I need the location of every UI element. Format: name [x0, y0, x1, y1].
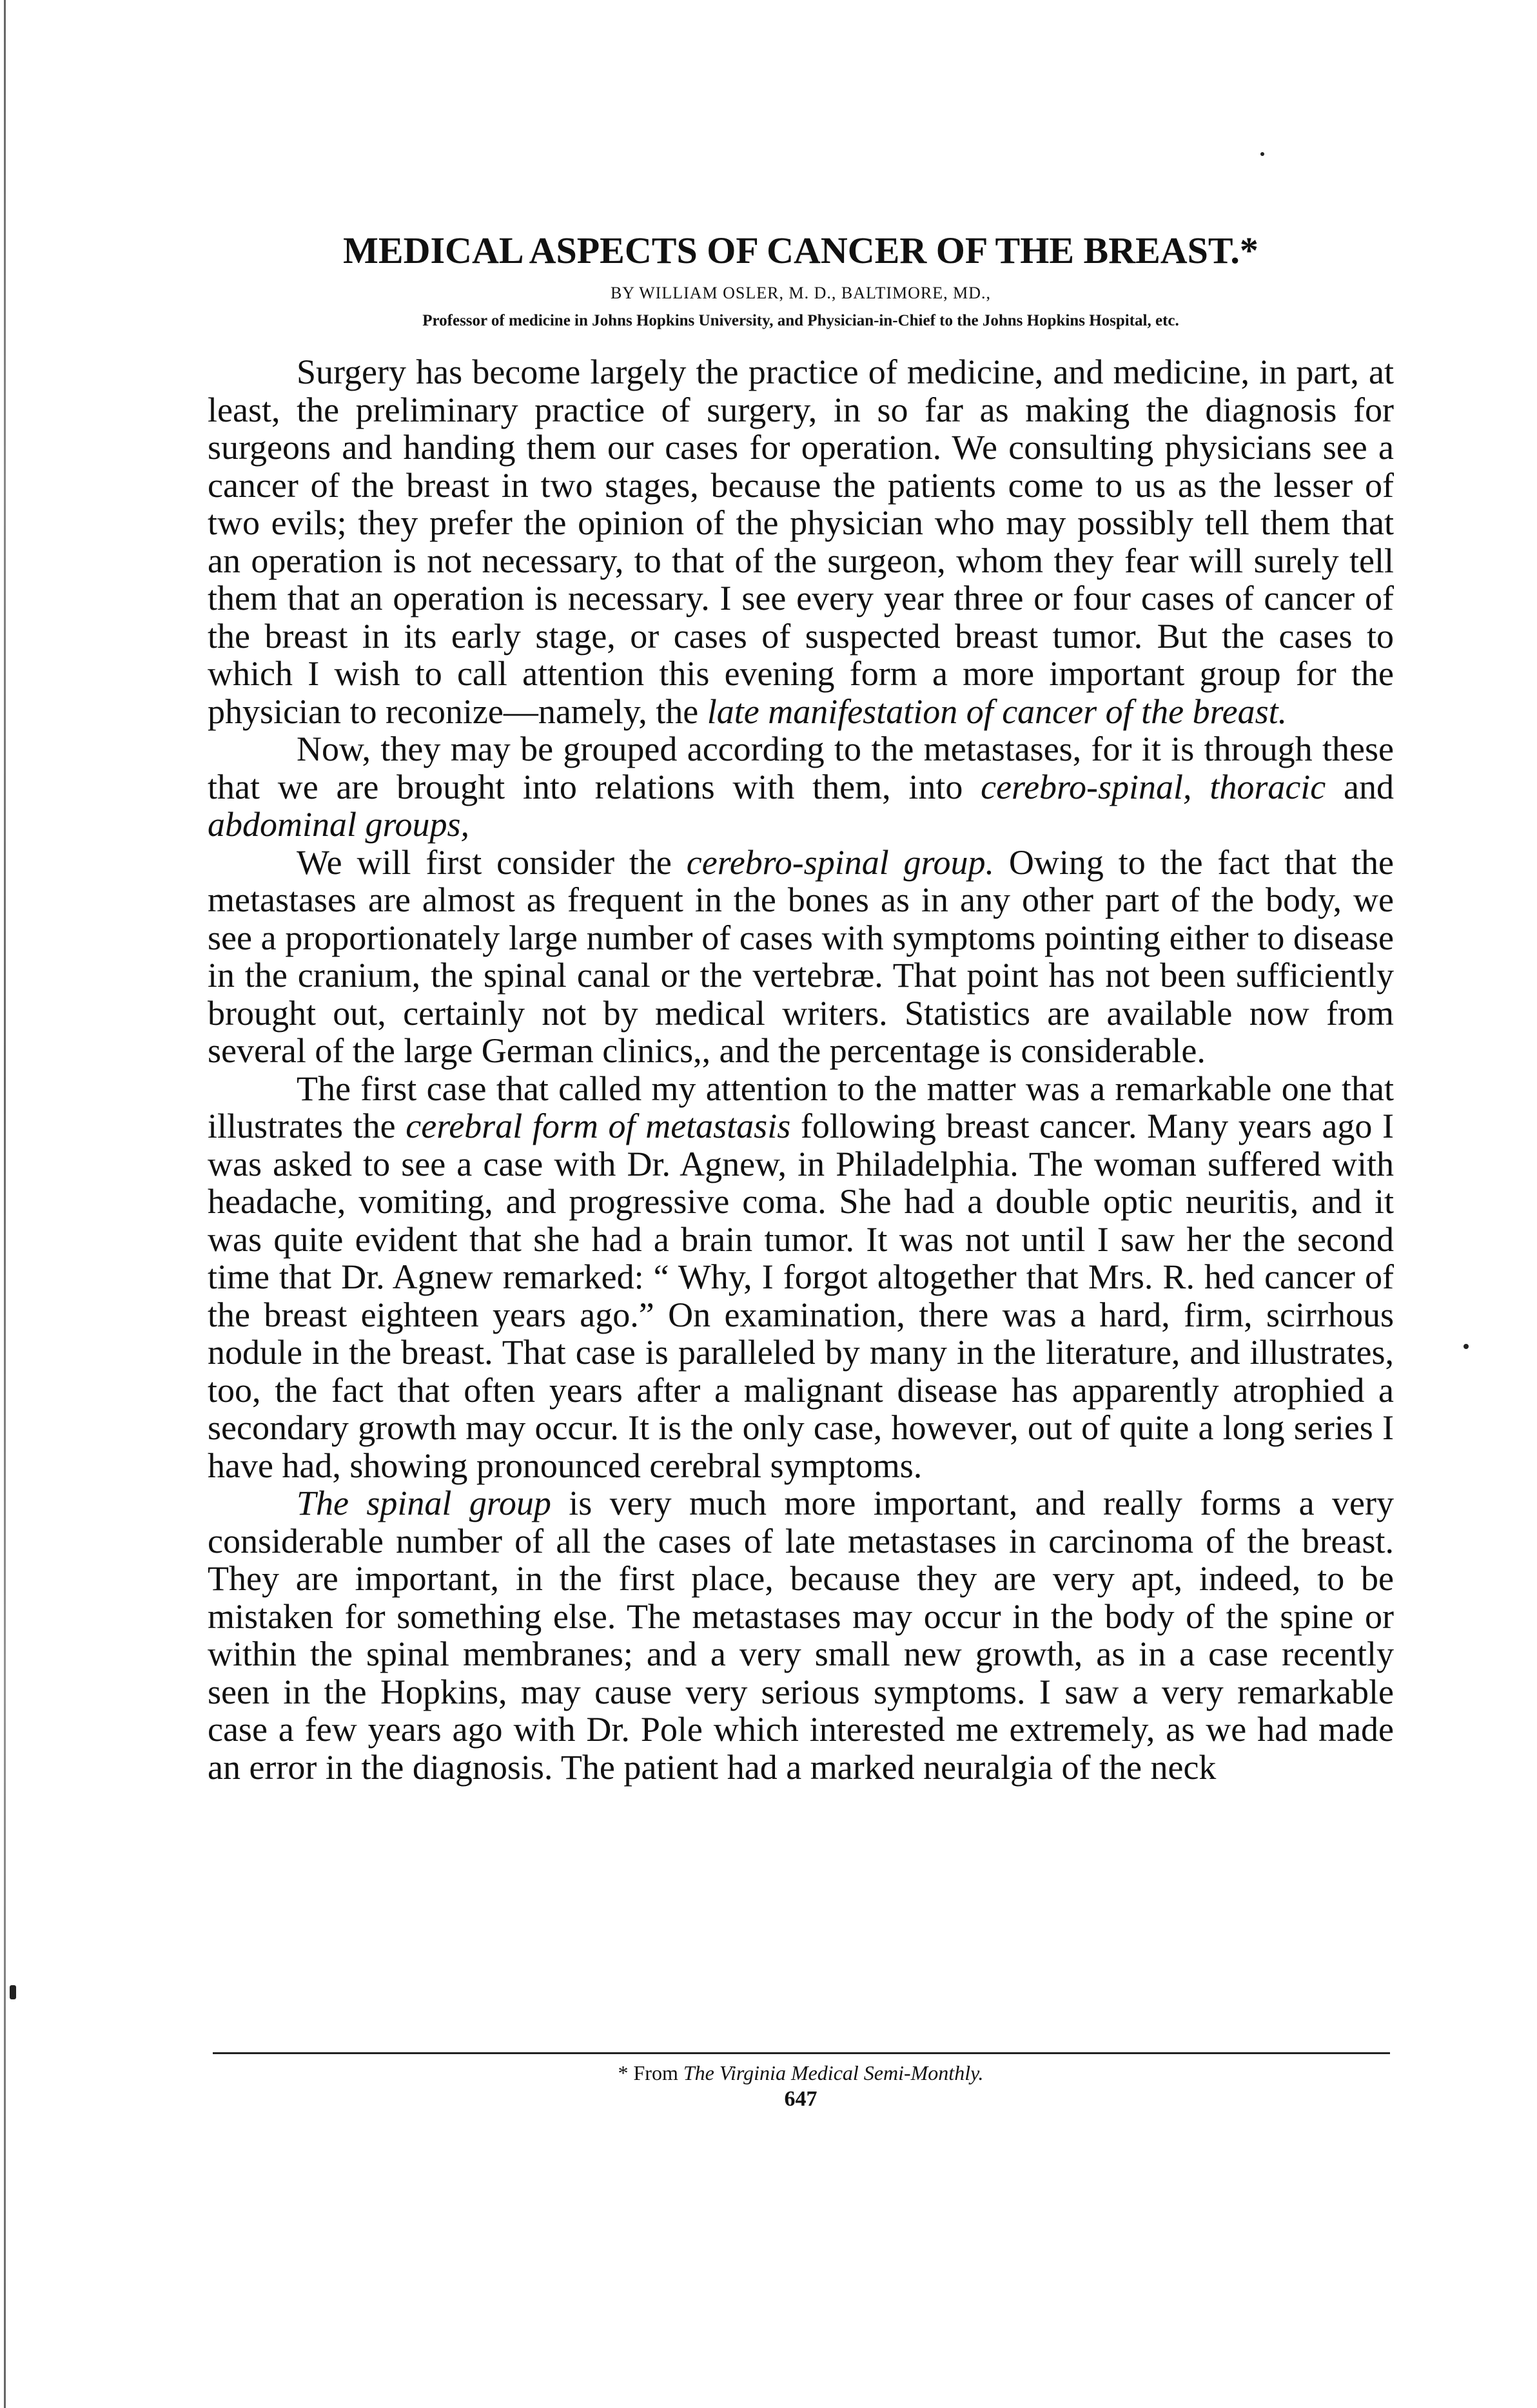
- paragraph-2-emphasis-a: cerebro-spinal, thoracic: [981, 767, 1326, 806]
- paragraph-2-text-b: and: [1326, 767, 1395, 806]
- article-title: MEDICAL ASPECTS OF CANCER OF THE BREAST.*: [343, 229, 1258, 271]
- paragraph-4-emphasis: cerebral form of metastasis: [406, 1107, 791, 1145]
- paragraph-2-emphasis-b: abdominal groups,: [208, 805, 470, 844]
- page-number: 647: [784, 2087, 817, 2111]
- scan-speck: [1260, 152, 1264, 156]
- paragraph-1: [208, 353, 1394, 730]
- author-affiliation: Professor of medicine in Johns Hopkins University, and Physician-in-Chief to the Johns Hopkins Hospital, etc.: [422, 312, 1179, 329]
- article-body: [208, 353, 1394, 1786]
- paragraph-3-text-a: We will first consider the: [297, 842, 687, 882]
- paragraph-5: [208, 1484, 1394, 1786]
- footnote-source: The Virginia Medical Semi-Monthly.: [683, 2061, 984, 2084]
- footnote-divider: [213, 2052, 1390, 2054]
- paragraph-3: [208, 844, 1394, 1070]
- paragraph-5-emphasis: The spinal group: [297, 1484, 551, 1522]
- paragraph-2-text-a: Now, they may be grouped according to the metastases, for it is through these that we are brought into relations with them, into: [208, 730, 1394, 806]
- article-column: [208, 229, 1394, 1786]
- paragraph-5-text-b: is very much more important, and really forms a very considerable number of all the cases of late metastases in carcinoma of the breast. They are important, in the first place, because they are very apt, indeed, to be mistaken for something else. The metastases may occur in the body of the spine or within the spinal membranes; and a very small new growth, as in a case recently seen in the Hopkins, may cause very serious symptoms. I saw a very remarkable case a few years ago with Dr. Pole which interested me extremely, as we had made an error in the diagnosis. The patient had a marked neuralgia of the neck: [208, 1484, 1394, 1787]
- footnote-prefix: * From: [618, 2061, 683, 2084]
- scan-speck: [10, 1985, 16, 1999]
- page-binding-edge: [4, 0, 6, 2408]
- paragraph-3-emphasis: cerebro-spinal group.: [686, 842, 995, 882]
- paragraph-3-text-b: Owing to the fact that the metastases are almost as frequent in the bones as in any other part of the body, we see a proportionately large number of cases with symptoms pointing either to disease in the cranium, the spinal canal or the vertebræ. That point has not been sufficiently brought out, certainly not by medical writers. Statistics are available now from several of the large German clinics,, and the percentage is considerable.: [208, 842, 1394, 1070]
- paragraph-4: [208, 1070, 1394, 1485]
- paragraph-1-emphasis: late manifestation of cancer of the breast.: [707, 692, 1287, 731]
- paragraph-2: [208, 730, 1394, 844]
- scan-speck: [1464, 1344, 1469, 1349]
- paragraph-1-text: Surgery has become largely the practice of medicine, and medicine, in part, at least, the preliminary practice of surgery, in so far as making the diagnosis for surgeons and handing them our cases for operation. We consulting physicians see a cancer of the breast in two stages, because the patients come to us as the lesser of two evils; they prefer the opinion of the physician who may possibly tell them that an operation is not necessary, to that of the surgeon, whom they fear will surely tell them that an operation is necessary. I see every year three or four cases of cancer of the breast in its early stage, or cases of suspected breast tumor. But the cases to which I wish to call attention this evening form a more important group for the physician to reconize—namely, the: [208, 353, 1394, 731]
- paragraph-4-text-a: The first case that called my attention to the matter was a remarkable one that illustrates the: [208, 1069, 1394, 1145]
- article-byline: BY WILLIAM OSLER, M. D., BALTIMORE, MD.,: [610, 284, 992, 302]
- footnote: [208, 2061, 1394, 2085]
- paragraph-4-text-b: following breast cancer. Many years ago I was asked to see a case with Dr. Agnew, in Philadelphia. The woman suffered with headache, vomiting, and progressive coma. She had a double optic neuritis, and it was quite evident that she had a brain tumor. It was not until I saw her the second time that Dr. Agnew remarked: “ Why, I forgot altogether that Mrs. R. hed cancer of the breast eighteen years ago.” On examination, there was a hard, firm, scirrhous nodule in the breast. That case is paralleled by many in the literature, and illustrates, too, the fact that often years after a malignant disease has apparently atrophied a secondary growth may occur. It is the only case, however, out of quite a long series I have had, showing pronounced cerebral symptoms.: [208, 1107, 1395, 1485]
